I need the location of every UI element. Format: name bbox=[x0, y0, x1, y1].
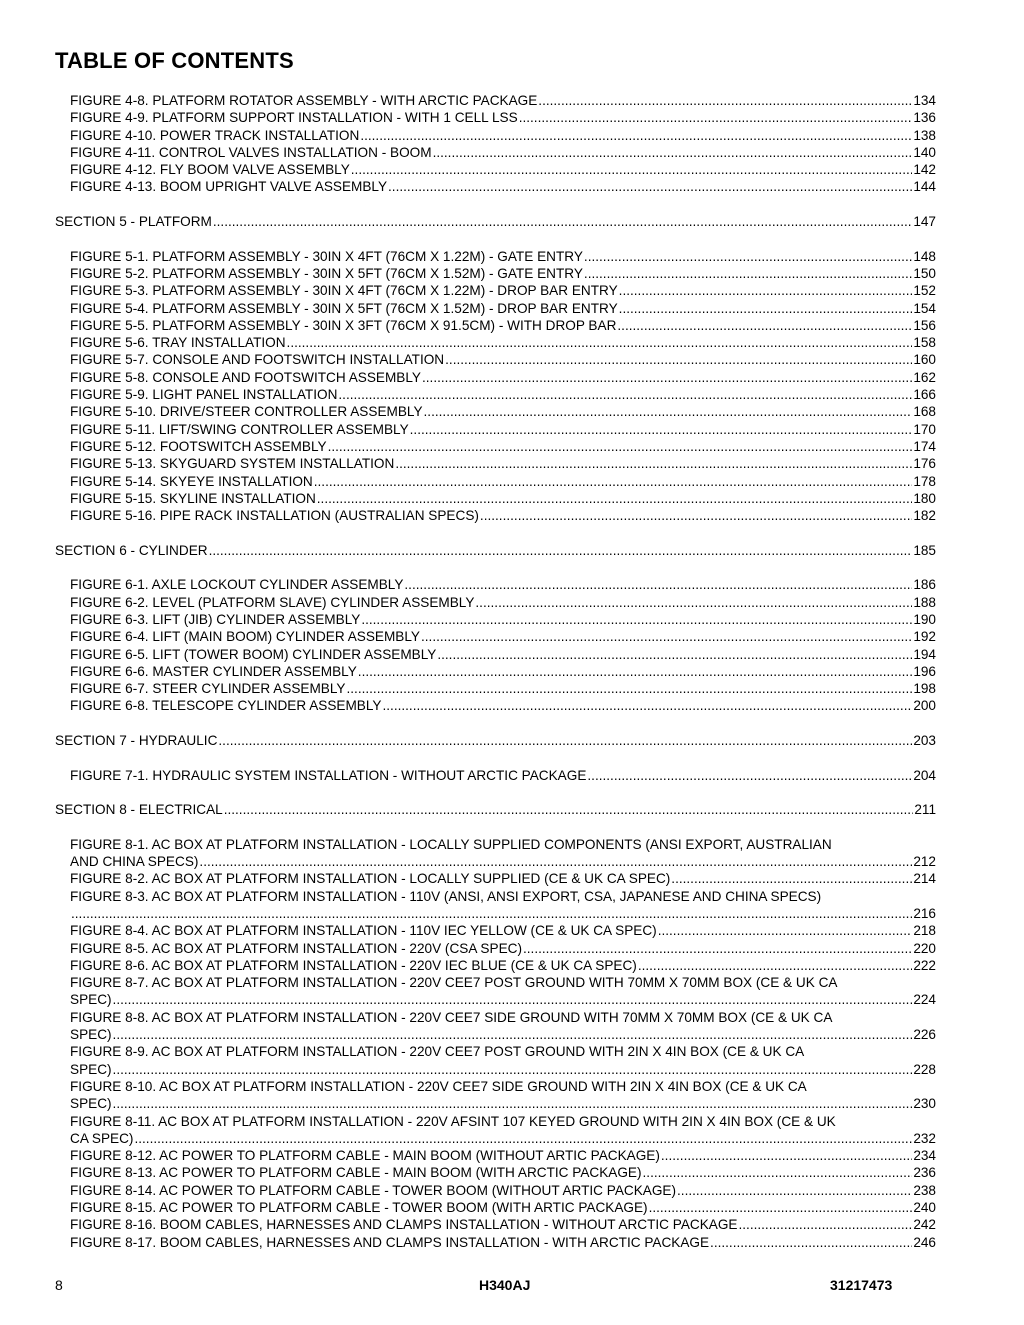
dot-leader bbox=[328, 438, 913, 455]
toc-figure-entry[interactable] bbox=[70, 1113, 936, 1148]
toc-entry-title: FIGURE 6-2. LEVEL (PLATFORM SLAVE) CYLINDER ASSEMBLY bbox=[70, 594, 475, 610]
model-name: H340AJ bbox=[479, 1277, 531, 1293]
toc-entry-page: 182 bbox=[913, 508, 936, 524]
toc-entry-page: 170 bbox=[913, 421, 936, 437]
dot-leader bbox=[421, 628, 912, 645]
toc-entry-page: 185 bbox=[913, 542, 936, 558]
toc-entry-page: 138 bbox=[913, 127, 936, 143]
toc-figure-entry[interactable] bbox=[70, 1043, 936, 1078]
toc-entry-title-line: FIGURE 8-1. AC BOX AT PLATFORM INSTALLATION - LOCALLY SUPPLIED COMPONENTS (ANSI EXPORT, AUSTRALIAN bbox=[70, 836, 832, 852]
toc-entry-row bbox=[55, 542, 936, 559]
toc-figure-entry[interactable] bbox=[70, 888, 936, 923]
toc-entry-page: 188 bbox=[913, 594, 936, 610]
toc-entry-title: FIGURE 5-11. LIFT/SWING CONTROLLER ASSEMBLY bbox=[70, 421, 409, 437]
toc-entry-page: 142 bbox=[913, 162, 936, 178]
dot-leader bbox=[358, 663, 913, 680]
toc-figure-entry[interactable] bbox=[70, 1234, 936, 1251]
toc-entry-row bbox=[55, 732, 936, 749]
toc-entry-row bbox=[70, 1095, 936, 1112]
toc-entry-title: FIGURE 4-13. BOOM UPRIGHT VALVE ASSEMBLY bbox=[70, 179, 388, 195]
dot-leader bbox=[213, 213, 912, 230]
toc-entry-row bbox=[70, 870, 936, 887]
toc-entry-row bbox=[70, 853, 936, 870]
dot-leader bbox=[437, 646, 912, 663]
toc-figure-entry[interactable] bbox=[70, 594, 936, 611]
toc-figure-entry[interactable] bbox=[70, 680, 936, 697]
toc-entry-title: FIGURE 4-12. FLY BOOM VALVE ASSEMBLY bbox=[70, 162, 350, 178]
toc-entry-row bbox=[70, 940, 936, 957]
toc-entry-title: FIGURE 6-4. LIFT (MAIN BOOM) CYLINDER ASSEMBLY bbox=[70, 629, 420, 645]
toc-entry-title-line: FIGURE 8-10. AC BOX AT PLATFORM INSTALLATION - 220V CEE7 SIDE GROUND WITH 2IN X 4IN BOX (CE & UK CA bbox=[70, 1078, 807, 1094]
toc-entry-page: 176 bbox=[913, 456, 936, 472]
page-title: TABLE OF CONTENTS bbox=[55, 48, 294, 73]
dot-leader bbox=[661, 1147, 912, 1164]
toc-entry-title: FIGURE 4-11. CONTROL VALVES INSTALLATION - BOOM bbox=[70, 144, 432, 160]
toc-entry-title: SPEC) bbox=[70, 1061, 112, 1077]
dot-leader bbox=[338, 386, 912, 403]
toc-entry-page: 134 bbox=[913, 93, 936, 108]
toc-figure-entry[interactable] bbox=[70, 922, 936, 939]
dot-leader bbox=[287, 334, 913, 351]
toc-entry-title: FIGURE 6-3. LIFT (JIB) CYLINDER ASSEMBLY bbox=[70, 611, 361, 627]
toc-entry-page: 196 bbox=[913, 663, 936, 679]
toc-entry-row bbox=[70, 646, 936, 663]
toc-entry-row bbox=[70, 178, 936, 195]
toc-entry-title-line: FIGURE 8-3. AC BOX AT PLATFORM INSTALLATION - 110V (ANSI, ANSI EXPORT, CSA, JAPANESE AND CHINA SPECS) bbox=[70, 888, 822, 904]
toc-entry-row bbox=[70, 1216, 936, 1233]
toc-entry-title: FIGURE 4-8. PLATFORM ROTATOR ASSEMBLY - WITH ARCTIC PACKAGE bbox=[70, 93, 538, 108]
toc-entry-page: 224 bbox=[913, 992, 936, 1008]
toc-figure-entry[interactable] bbox=[70, 127, 936, 144]
dot-leader bbox=[649, 1199, 913, 1216]
toc-entry-title: FIGURE 8-12. AC POWER TO PLATFORM CABLE - MAIN BOOM (WITHOUT ARTIC PACKAGE) bbox=[70, 1148, 660, 1164]
dot-leader bbox=[346, 680, 912, 697]
toc-figure-entry[interactable] bbox=[70, 300, 936, 317]
toc-entry-title: FIGURE 5-5. PLATFORM ASSEMBLY - 30IN X 3FT (76CM X 91.5CM) - WITH DROP BAR bbox=[70, 317, 617, 333]
toc-entry-page: 162 bbox=[913, 369, 936, 385]
toc-entry-title: AND CHINA SPECS) bbox=[70, 854, 199, 870]
toc-entry-row bbox=[70, 663, 936, 680]
toc-entry-title: FIGURE 5-15. SKYLINE INSTALLATION bbox=[70, 490, 316, 506]
toc-entry-title: SPEC) bbox=[70, 1027, 112, 1043]
toc-entry-row bbox=[70, 1026, 936, 1043]
dot-leader bbox=[475, 594, 912, 611]
toc-entry-row bbox=[70, 490, 936, 507]
toc-entry-row bbox=[70, 317, 936, 334]
toc-entry-title: FIGURE 8-15. AC POWER TO PLATFORM CABLE - TOWER BOOM (WITH ARTIC PACKAGE) bbox=[70, 1200, 648, 1215]
toc-entry-row bbox=[70, 767, 936, 784]
page-number: 8 bbox=[55, 1277, 63, 1293]
toc-figure-entry[interactable] bbox=[70, 1078, 936, 1113]
toc-figure-entry[interactable] bbox=[70, 334, 936, 351]
dot-leader bbox=[422, 369, 912, 386]
toc-entry-title: FIGURE 7-1. HYDRAULIC SYSTEM INSTALLATION - WITHOUT ARCTIC PACKAGE bbox=[70, 767, 587, 783]
toc-entry-row bbox=[70, 248, 936, 265]
toc-section-entry[interactable] bbox=[55, 732, 936, 749]
dot-leader bbox=[317, 490, 913, 507]
toc-entry-page: 152 bbox=[913, 283, 936, 299]
toc-entry-row bbox=[70, 1147, 936, 1164]
toc-entry-title: FIGURE 5-8. CONSOLE AND FOOTSWITCH ASSEMBLY bbox=[70, 369, 421, 385]
toc-entry-row bbox=[70, 92, 936, 109]
toc-entry-page: 147 bbox=[913, 214, 936, 230]
toc-entry-title: FIGURE 5-10. DRIVE/STEER CONTROLLER ASSEMBLY bbox=[70, 404, 423, 420]
toc-entry-title: FIGURE 5-1. PLATFORM ASSEMBLY - 30IN X 4FT (76CM X 1.22M) - GATE ENTRY bbox=[70, 248, 583, 264]
toc-figure-entry[interactable] bbox=[70, 1182, 936, 1199]
toc-entry-page: 168 bbox=[913, 404, 936, 420]
toc-entry-page: 140 bbox=[913, 144, 936, 160]
toc-entry-page: 160 bbox=[913, 352, 936, 368]
toc-entry-title: SECTION 5 - PLATFORM bbox=[55, 214, 212, 230]
toc-entry-page: 166 bbox=[913, 387, 936, 403]
toc-entry-page: 156 bbox=[913, 317, 936, 333]
toc-figure-entry[interactable] bbox=[70, 1164, 936, 1181]
toc-figure-entry[interactable] bbox=[70, 697, 936, 714]
toc-entry-page: 148 bbox=[913, 248, 936, 264]
toc-figure-entry[interactable] bbox=[70, 957, 936, 974]
toc-figure-entry[interactable] bbox=[70, 1147, 936, 1164]
toc-entry-page: 186 bbox=[913, 577, 936, 593]
toc-figure-entry[interactable] bbox=[70, 490, 936, 507]
toc-section-entry[interactable] bbox=[55, 213, 936, 230]
toc-figure-entry[interactable] bbox=[70, 473, 936, 490]
toc-entry-title: SECTION 7 - HYDRAULIC bbox=[55, 732, 218, 748]
toc-entry-title: FIGURE 5-13. SKYGUARD SYSTEM INSTALLATION bbox=[70, 456, 395, 472]
toc-entry-row bbox=[70, 1061, 936, 1078]
toc-entry-title: FIGURE 6-8. TELESCOPE CYLINDER ASSEMBLY bbox=[70, 698, 382, 714]
toc-figure-entry[interactable] bbox=[70, 92, 936, 109]
dot-leader bbox=[587, 767, 912, 784]
toc-entry-title: SPEC) bbox=[70, 992, 112, 1008]
dot-leader bbox=[619, 300, 913, 317]
toc-entry-page: 238 bbox=[913, 1182, 936, 1198]
dot-leader bbox=[445, 351, 912, 368]
toc-entry-row bbox=[70, 680, 936, 697]
toc-figure-entry[interactable] bbox=[70, 144, 936, 161]
toc-entry-title: FIGURE 5-6. TRAY INSTALLATION bbox=[70, 335, 286, 351]
toc-entry-row bbox=[70, 594, 936, 611]
toc-figure-entry[interactable] bbox=[70, 576, 936, 593]
toc-figure-entry[interactable] bbox=[70, 628, 936, 645]
toc-entry-page: 200 bbox=[913, 698, 936, 714]
toc-entry-title: FIGURE 6-5. LIFT (TOWER BOOM) CYLINDER ASSEMBLY bbox=[70, 646, 437, 662]
toc-section-entry[interactable] bbox=[55, 801, 936, 818]
toc-entry-title: FIGURE 4-10. POWER TRACK INSTALLATION bbox=[70, 127, 360, 143]
toc-entry-page: 192 bbox=[913, 629, 936, 645]
toc-figure-entry[interactable] bbox=[70, 1199, 936, 1216]
toc-entry-page: 230 bbox=[913, 1096, 936, 1112]
toc-entry-page: 198 bbox=[913, 681, 936, 697]
dot-leader bbox=[134, 1130, 912, 1147]
dot-leader bbox=[671, 870, 912, 887]
toc-figure-entry[interactable] bbox=[70, 109, 936, 126]
toc-figure-entry[interactable] bbox=[70, 663, 936, 680]
toc-entry-page: 246 bbox=[913, 1234, 936, 1250]
toc-entry-title: CA SPEC) bbox=[70, 1130, 134, 1146]
dot-leader bbox=[351, 161, 913, 178]
toc-entry-title: FIGURE 5-16. PIPE RACK INSTALLATION (AUSTRALIAN SPECS) bbox=[70, 508, 479, 524]
toc-entry-row bbox=[70, 455, 936, 472]
toc-entry-row bbox=[70, 1199, 936, 1216]
dot-leader bbox=[584, 265, 912, 282]
toc-entry-title: FIGURE 5-3. PLATFORM ASSEMBLY - 30IN X 4FT (76CM X 1.22M) - DROP BAR ENTRY bbox=[70, 283, 618, 299]
dot-leader bbox=[395, 455, 912, 472]
toc-entry-title: FIGURE 8-17. BOOM CABLES, HARNESSES AND CLAMPS INSTALLATION - WITH ARCTIC PACKAGE bbox=[70, 1234, 710, 1250]
toc-entry-title: SECTION 6 - CYLINDER bbox=[55, 542, 208, 558]
toc-entry-row bbox=[70, 628, 936, 645]
toc-entry-page: 218 bbox=[913, 923, 936, 939]
dot-leader bbox=[658, 922, 913, 939]
toc-entry-page: 136 bbox=[913, 110, 936, 126]
dot-leader bbox=[523, 940, 912, 957]
toc-entry-page: 222 bbox=[913, 957, 936, 973]
toc-entry-title: FIGURE 4-9. PLATFORM SUPPORT INSTALLATION - WITH 1 CELL LSS bbox=[70, 110, 518, 126]
dot-leader bbox=[433, 144, 913, 161]
toc-entry-row bbox=[70, 473, 936, 490]
toc-entry-row bbox=[70, 334, 936, 351]
dot-leader bbox=[480, 507, 912, 524]
toc-entry-row bbox=[70, 421, 936, 438]
toc-entry-page: 232 bbox=[913, 1130, 936, 1146]
toc-figure-entry[interactable] bbox=[70, 178, 936, 195]
toc-entry-page: 174 bbox=[913, 438, 936, 454]
toc-figure-entry[interactable] bbox=[70, 161, 936, 178]
toc-entry-row bbox=[70, 351, 936, 368]
table-of-contents bbox=[0, 92, 1024, 1251]
document-number: 31217473 bbox=[830, 1277, 893, 1293]
toc-entry-title: FIGURE 5-7. CONSOLE AND FOOTSWITCH INSTALLATION bbox=[70, 352, 445, 368]
toc-entry-page: 158 bbox=[913, 335, 936, 351]
dot-leader bbox=[584, 248, 912, 265]
toc-entry-row bbox=[70, 957, 936, 974]
dot-leader bbox=[113, 1026, 913, 1043]
toc-figure-entry[interactable] bbox=[70, 646, 936, 663]
toc-entry-row bbox=[70, 576, 936, 593]
toc-entry-row bbox=[70, 403, 936, 420]
dot-leader bbox=[410, 421, 913, 438]
toc-entry-title-line: FIGURE 8-8. AC BOX AT PLATFORM INSTALLATION - 220V CEE7 SIDE GROUND WITH 70MM X 70MM BOX (CE & UK CA bbox=[70, 1009, 833, 1025]
toc-entry-title: FIGURE 8-14. AC POWER TO PLATFORM CABLE - TOWER BOOM (WITHOUT ARTIC PACKAGE) bbox=[70, 1182, 677, 1198]
dot-leader bbox=[383, 697, 913, 714]
dot-leader bbox=[677, 1182, 912, 1199]
toc-entry-title: FIGURE 6-1. AXLE LOCKOUT CYLINDER ASSEMBLY bbox=[70, 577, 404, 593]
dot-leader bbox=[619, 282, 913, 299]
toc-entry-title: FIGURE 6-6. MASTER CYLINDER ASSEMBLY bbox=[70, 663, 357, 679]
toc-figure-entry[interactable] bbox=[70, 507, 936, 524]
toc-entry-title: FIGURE 8-6. AC BOX AT PLATFORM INSTALLATION - 220V IEC BLUE (CE & UK CA SPEC) bbox=[70, 957, 637, 973]
dot-leader bbox=[538, 92, 912, 109]
toc-entry-row bbox=[70, 1164, 936, 1181]
toc-entry-page: 203 bbox=[913, 732, 936, 748]
toc-entry-page: 154 bbox=[913, 300, 936, 316]
dot-leader bbox=[360, 127, 912, 144]
toc-entry-title: FIGURE 5-12. FOOTSWITCH ASSEMBLY bbox=[70, 438, 327, 454]
toc-entry-page: 220 bbox=[913, 940, 936, 956]
toc-entry-title: FIGURE 8-16. BOOM CABLES, HARNESSES AND CLAMPS INSTALLATION - WITHOUT ARCTIC PACKAGE bbox=[70, 1217, 738, 1233]
toc-figure-entry[interactable] bbox=[70, 421, 936, 438]
toc-entry-page: 211 bbox=[914, 802, 936, 818]
toc-figure-entry[interactable] bbox=[70, 870, 936, 887]
dot-leader bbox=[424, 403, 913, 420]
toc-entry-row bbox=[55, 213, 936, 230]
toc-entry-row bbox=[70, 611, 936, 628]
toc-entry-page: 194 bbox=[913, 646, 936, 662]
dot-leader bbox=[71, 905, 912, 922]
toc-figure-entry[interactable] bbox=[70, 611, 936, 628]
toc-entry-title-line: FIGURE 8-11. AC BOX AT PLATFORM INSTALLATION - 220V AFSINT 107 KEYED GROUND WITH 2IN X 4IN BOX (CE & UK bbox=[70, 1113, 836, 1129]
toc-entry-title: FIGURE 5-2. PLATFORM ASSEMBLY - 30IN X 5FT (76CM X 1.52M) - GATE ENTRY bbox=[70, 265, 583, 281]
toc-entry-title-line: FIGURE 8-7. AC BOX AT PLATFORM INSTALLATION - 220V CEE7 POST GROUND WITH 70MM X 70MM BOX (CE & UK CA bbox=[70, 975, 838, 991]
dot-leader bbox=[638, 957, 913, 974]
dot-leader bbox=[224, 801, 914, 818]
toc-entry-row bbox=[70, 127, 936, 144]
toc-entry-title: FIGURE 8-13. AC POWER TO PLATFORM CABLE - MAIN BOOM (WITH ARCTIC PACKAGE) bbox=[70, 1165, 642, 1181]
dot-leader bbox=[218, 732, 912, 749]
toc-entry-page: 226 bbox=[913, 1027, 936, 1043]
dot-leader bbox=[199, 853, 912, 870]
toc-entry-row bbox=[70, 507, 936, 524]
toc-entry-page: 242 bbox=[913, 1217, 936, 1233]
toc-figure-entry[interactable] bbox=[70, 248, 936, 265]
toc-entry-row bbox=[55, 801, 936, 818]
dot-leader bbox=[388, 178, 912, 195]
toc-entry-page: 234 bbox=[913, 1148, 936, 1164]
toc-figure-entry[interactable] bbox=[70, 1009, 936, 1044]
toc-entry-title: FIGURE 5-9. LIGHT PANEL INSTALLATION bbox=[70, 387, 338, 403]
toc-entry-row bbox=[70, 438, 936, 455]
dot-leader bbox=[710, 1234, 912, 1251]
toc-figure-entry[interactable] bbox=[70, 265, 936, 282]
dot-leader bbox=[361, 611, 912, 628]
toc-entry-page: 240 bbox=[913, 1200, 936, 1215]
toc-figure-entry[interactable] bbox=[70, 974, 936, 1009]
toc-entry-title-line: FIGURE 8-9. AC BOX AT PLATFORM INSTALLATION - 220V CEE7 POST GROUND WITH 2IN X 4IN BOX (CE & UK CA bbox=[70, 1044, 805, 1060]
toc-entry-page: 180 bbox=[913, 490, 936, 506]
toc-entry-title: SECTION 8 - ELECTRICAL bbox=[55, 802, 223, 818]
toc-entry-row bbox=[70, 369, 936, 386]
toc-figure-entry[interactable] bbox=[70, 455, 936, 472]
toc-figure-entry[interactable] bbox=[70, 438, 936, 455]
toc-entry-row bbox=[70, 265, 936, 282]
dot-leader bbox=[113, 1095, 913, 1112]
dot-leader bbox=[113, 1061, 913, 1078]
toc-entry-row bbox=[70, 922, 936, 939]
dot-leader bbox=[113, 991, 913, 1008]
toc-entry-page: 144 bbox=[913, 179, 936, 195]
toc-entry-row bbox=[70, 300, 936, 317]
toc-entry-page: 150 bbox=[913, 265, 936, 281]
toc-entry-title: FIGURE 6-7. STEER CYLINDER ASSEMBLY bbox=[70, 681, 346, 697]
toc-figure-entry[interactable] bbox=[70, 369, 936, 386]
toc-entry-row bbox=[70, 905, 936, 922]
dot-leader bbox=[617, 317, 912, 334]
toc-entry-title: FIGURE 8-4. AC BOX AT PLATFORM INSTALLATION - 110V IEC YELLOW (CE & UK CA SPEC) bbox=[70, 923, 657, 939]
toc-entry-row bbox=[70, 144, 936, 161]
toc-entry-page: 204 bbox=[913, 767, 936, 783]
toc-figure-entry[interactable] bbox=[70, 836, 936, 871]
dot-leader bbox=[404, 576, 912, 593]
toc-entry-row bbox=[70, 1182, 936, 1199]
dot-leader bbox=[643, 1164, 913, 1181]
toc-entry-row bbox=[70, 1234, 936, 1251]
toc-entry-row bbox=[70, 161, 936, 178]
toc-entry-row bbox=[70, 1130, 936, 1147]
toc-entry-title: FIGURE 8-5. AC BOX AT PLATFORM INSTALLATION - 220V (CSA SPEC) bbox=[70, 940, 522, 956]
toc-entry-page: 216 bbox=[913, 905, 936, 921]
dot-leader bbox=[519, 109, 913, 126]
dot-leader bbox=[314, 473, 913, 490]
dot-leader bbox=[739, 1216, 913, 1233]
toc-entry-row bbox=[70, 991, 936, 1008]
toc-entry-row bbox=[70, 109, 936, 126]
toc-entry-title: SPEC) bbox=[70, 1096, 112, 1112]
toc-entry-title: FIGURE 5-14. SKYEYE INSTALLATION bbox=[70, 473, 313, 489]
toc-figure-entry[interactable] bbox=[70, 767, 936, 784]
toc-entry-page: 228 bbox=[913, 1061, 936, 1077]
dot-leader bbox=[209, 542, 913, 559]
toc-entry-title: FIGURE 8-2. AC BOX AT PLATFORM INSTALLATION - LOCALLY SUPPLIED (CE & UK CA SPEC) bbox=[70, 871, 671, 887]
toc-figure-entry[interactable] bbox=[70, 403, 936, 420]
toc-entry-row bbox=[70, 386, 936, 403]
toc-figure-entry[interactable] bbox=[70, 351, 936, 368]
toc-entry-page: 214 bbox=[913, 871, 936, 887]
toc-entry-page: 178 bbox=[913, 473, 936, 489]
toc-entry-page: 236 bbox=[913, 1165, 936, 1181]
toc-section-entry[interactable] bbox=[55, 542, 936, 559]
toc-entry-page: 212 bbox=[913, 854, 936, 870]
toc-entry-row bbox=[70, 697, 936, 714]
toc-figure-entry[interactable] bbox=[70, 317, 936, 334]
toc-entry-title: FIGURE 5-4. PLATFORM ASSEMBLY - 30IN X 5FT (76CM X 1.52M) - DROP BAR ENTRY bbox=[70, 300, 618, 316]
toc-figure-entry[interactable] bbox=[70, 940, 936, 957]
toc-entry-page: 190 bbox=[913, 611, 936, 627]
toc-figure-entry[interactable] bbox=[70, 386, 936, 403]
toc-figure-entry[interactable] bbox=[70, 282, 936, 299]
toc-figure-entry[interactable] bbox=[70, 1216, 936, 1233]
toc-entry-row bbox=[70, 282, 936, 299]
